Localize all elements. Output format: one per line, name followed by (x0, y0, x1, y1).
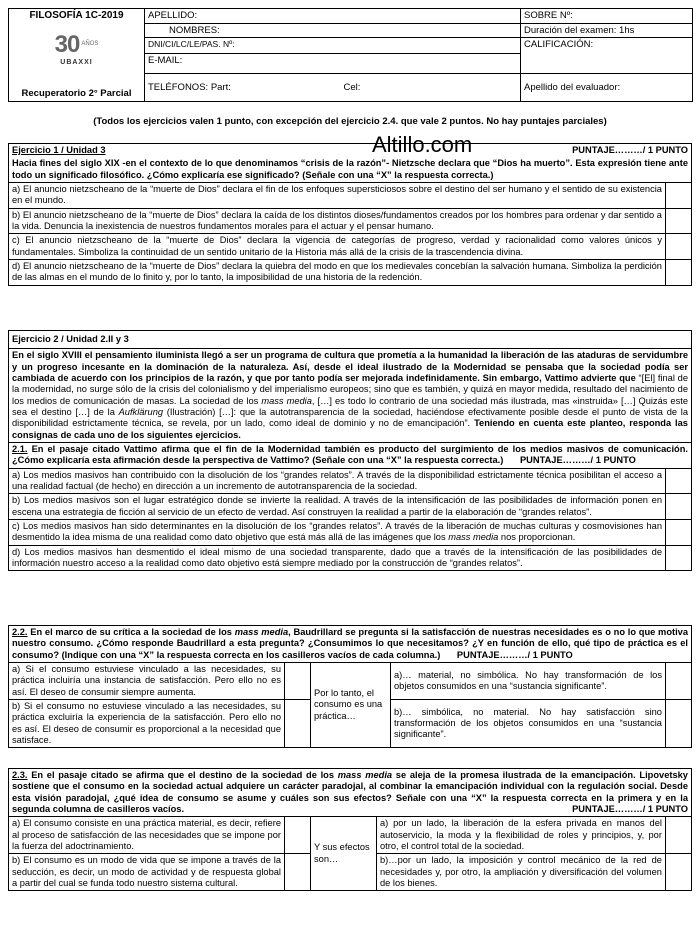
telefonos-label: TELÉFONOS: Part: (148, 81, 231, 93)
ex1-checkbox-b[interactable] (665, 208, 691, 234)
email-field[interactable]: E-MAIL: (145, 54, 521, 74)
q22-number: 2.2. (12, 627, 28, 637)
q21-option-c (9, 519, 666, 545)
ex1-question: Hacia fines del siglo XIX -en el contexto de lo que denominamos “crisis de la razón”- Nietzsche declara que “Dios ha muerto”. Esta expresión tiene ante todo un significado filosófico. ¿Cómo explicaría ese significado? (Señale con una “X” la respuesta correcta.) (9, 157, 692, 182)
logo-number: 30 (54, 31, 80, 59)
exercise-2 (8, 330, 692, 571)
cel-label: Cel: (343, 81, 361, 93)
header-left-cell (9, 9, 145, 102)
logo-name: UBAXXI (60, 59, 93, 67)
ex1-title-row (9, 144, 692, 158)
q22-left-checkbox-a[interactable] (285, 662, 311, 699)
ex2-intro-mass-media: mass media (261, 395, 312, 406)
q21-option-a: a) Los medios masivos han contribuido con la disolución de los “grandes relatos”. A través de la disponibilidad estrictamente técnica posibilitan el acceso a una realidad factual (de hecho) en dirección a un incremento de autotransparencia de la sociedad. (9, 468, 666, 494)
ex1-option-a: a) El anuncio nietzscheano de la “muerte de Dios” declara el fin de los enfoques supersticiosos sobre el destino del ser humano y el sentido de su existencia en el mundo. (9, 182, 666, 208)
logo-anios: AÑOS (81, 41, 99, 48)
exam-type: Recuperatorio 2° Parcial (21, 87, 132, 99)
ex2-intro-aufklarung: Aufklärung (118, 406, 164, 417)
q23-middle: Y sus efectos son… (311, 817, 377, 891)
ex2-intro-end: Teniendo en cuenta este planteo, responda las consignas de cada uno de los siguientes ejercicios. (12, 418, 688, 440)
apellido-field[interactable]: APELLIDO: (145, 9, 521, 24)
general-note: (Todos los ejercicios valen 1 punto, con excepción del ejercicio 2.4. que vale 2 puntos. No hay puntajes parciales) (93, 116, 607, 127)
calificacion-field[interactable]: CALIFICACIÓN: (521, 38, 693, 74)
q23-text-b: se aleja de la promesa ilustrada de la emancipación. Lipovetsky sostiene que el consumo en la sociedad actual adquiere un carácter paradojal, al combinar la emancipación individual con la regulación social. Desde esta visión paradojal, ¿qué idea de consumo se asume y cuáles son sus efectos? Señale con una “X” la respuesta correcta en la primera y en la segunda columna de casilleros vacíos. (12, 770, 688, 814)
ex1-option-c: c) El anuncio nietzscheano de la “muerte de Dios” declara la vigencia de categorías de progreso, verdad y racionalidad como valores únicos y fundamentales. Simboliza la continuidad de un sentido unitario de la Historia más allá de la crisis de la trascendencia divina. (9, 234, 666, 260)
q21-option-d: d) Los medios masivos han desmentido el ideal mismo de una sociedad transparente, dado que a través de la intensificación de las posibilidades de información nuestro acceso a la realidad como dato objetivo está siempre mediado por la construcción de “grandes relatos”. (9, 545, 666, 571)
q21-number: 2.1. (12, 443, 28, 454)
q22-mass-media: mass media (234, 627, 289, 637)
telefonos-field[interactable] (145, 74, 521, 102)
ex2-intro-quote2: , […] es todo lo contrario de una sociedad más ilustrada, mas «instruida» […] Quizás este sea el destino […] de la (12, 395, 688, 417)
ex1-checkbox-c[interactable] (665, 234, 691, 260)
q23-right-b: b)…por un lado, la imposición y control mecánico de la red de necesidades y, por otro, la ampliación y diversificación del volumen de los bienes. (377, 854, 666, 891)
nombres-field[interactable]: NOMBRES: (145, 23, 521, 38)
q23-left-checkbox-a[interactable] (285, 817, 311, 854)
ex1-title: Ejercicio 1 / Unidad 3 (12, 145, 106, 155)
q22-question (9, 626, 692, 663)
q21-option-c-end: nos proporcionan. (500, 532, 576, 543)
q22-left-checkbox-b[interactable] (285, 699, 311, 747)
q23-right-checkbox-b[interactable] (665, 854, 691, 891)
q22-score: PUNTAJE………/ 1 PUNTO (456, 649, 573, 660)
ex2-intro (9, 349, 692, 443)
q21-score: PUNTAJE………/ 1 PUNTO (519, 455, 636, 466)
q21-option-c-italic: mass media (448, 532, 499, 543)
q23-number: 2.3. (12, 770, 28, 780)
q22-text-a: En el marco de su crítica a la sociedad de los (30, 627, 232, 637)
q22-text-b: , Baudrillard se pregunta si la satisfacción de nuestras necesidades es o no lo que motiva nuestro consumo. ¿Cómo responde Baudrillard a esta pregunta? ¿Consumimos lo que necesitamos? ¿Y en función de ello, qué tipo de práctica es el consumo? (Indique con una “X” la respuesta correcta en los casilleros vacíos de cada columna.) (12, 627, 689, 660)
q22-right-checkbox-a[interactable] (665, 662, 691, 699)
ex2-intro-bold: En el siglo XVIII el pensamiento iluminista llegó a ser un programa de cultura que prometía a la humanidad la liberación de las ataduras de servidumbre y un progreso incesante en la dominación de la naturaleza. Así, desde el ideal ilustrado de la Modernidad se pensaba que la sociedad podía ser cambiada de acuerdo con los principios de la razón, y que por tanto podía ser mejorada indefinidamente. Sin embargo, Vattimo advierte que (12, 350, 688, 383)
ex1-option-d: d) El anuncio nietzscheano de la “muerte de Dios” declara la quiebra del modo en que los medievales concebían la salvación humana. Simboliza la perdición de las almas en el mundo de lo finito y, por lo tanto, la imposibilidad de una historia de la redención. (9, 259, 666, 285)
q22-right-b: b)… simbólica, no material. No hay satisfacción sino transformación de los objetos consumidos en una “sustancia significante”. (391, 699, 666, 747)
q23-score: PUNTAJE………/ 1 PUNTO (572, 803, 688, 814)
evaluador-field[interactable]: Apellido del evaluador: (521, 74, 693, 102)
q23-mass-media: mass media (337, 770, 393, 780)
q23-right-checkbox-a[interactable] (665, 817, 691, 854)
q21-checkbox-c[interactable] (666, 519, 692, 545)
q22-middle: Por lo tanto, el consumo es una práctica… (311, 662, 391, 747)
q21-question (9, 442, 692, 468)
q21-option-b: b) Los medios masivos son el lugar estratégico donde se invierte la realidad. A través de la intensificación de las posibilidades de información ponen en escena una estrategia de ficción al servicio de un efecto de verdad. Así construyen la realidad a partir de la elaboración de “grandes relatos”. (9, 494, 666, 520)
q22-right-checkbox-b[interactable] (665, 699, 691, 747)
duracion-label: Duración del examen: 1hs (521, 23, 693, 38)
q23-question (9, 769, 692, 817)
q23-left-checkbox-b[interactable] (285, 854, 311, 891)
q21-text: En el pasaje citado Vattimo afirma que el fin de la Modernidad también es producto del surgimiento de los medios masivos de comunicación. ¿Cómo explicaría esta afirmación desde la perspectiva de Vattimo? (Señale con una “X” la respuesta correcta.) (12, 443, 688, 466)
q23-left-a: a) El consumo consiste en una práctica material, es decir, refiere al proceso de satisfacción de las necesidades que se impone por la fuerza del adoctrinamiento. (9, 817, 285, 854)
question-2-2 (8, 625, 692, 748)
q21-checkbox-a[interactable] (666, 468, 692, 494)
q21-option-c-text: c) Los medios masivos han sido determinantes en la disolución de los “grandes relatos”. A través de la liberación de muchas culturas y cosmovisiones han desmentido la idea misma de una realidad como dato objetivo que está más allá de las imágenes que los (12, 520, 662, 543)
q21-checkbox-d[interactable] (666, 545, 692, 571)
dni-field[interactable]: DNI/CI/LC/LE/PAS. Nº: (145, 38, 521, 54)
q23-text-a: En el pasaje citado se afirma que el destino de la sociedad de los (31, 770, 335, 780)
question-2-3 (8, 768, 692, 891)
ex2-intro-quote: “[El] final de la modernidad, no surge sólo de la crisis del colonialismo y del imperialismo europeos; sino que es también, y quizá en mayor medida, resultado del nacimiento de los medios de comunicación de masas. La sociedad de los (12, 372, 688, 406)
ex1-option-b: b) El anuncio nietzscheano de la “muerte de Dios” declara la caída de los distintos dioses/fundamentos creados por los hombres para ordenar y dar sentido a la vida. Denuncia la inexistencia de nuestros fundamentos morales para el actuar y el pensar humano. (9, 208, 666, 234)
q23-left-b: b) El consumo es un modo de vida que se impone a través de la seducción, es decir, un modo de actividad y de respuesta global a partir del cual se funda todo nuestro sistema cultural. (9, 854, 285, 891)
q22-left-b: b) Si el consumo no estuviese vinculado a las necesidades, su práctica excluiría la experiencia de la satisfacción. Pero ello no es así. El deseo de consumir es proporcional a la necesidad que satisface. (9, 699, 285, 747)
ex1-checkbox-a[interactable] (665, 182, 691, 208)
q23-right-a: a) por un lado, la liberación de la esfera privada en manos del autoservicio, la moda y la flexibilidad de roles y principios, y, por otro, el control total de la sociedad. (377, 817, 666, 854)
q22-left-a: a) Si el consumo estuviese vinculado a las necesidades, su práctica incluiría una instancia de satisfacción. Pero ello no es así. El deseo de consumir siempre aumenta. (9, 662, 285, 699)
course-title: FILOSOFÍA 1C-2019 (29, 10, 124, 21)
sobre-field[interactable]: SOBRE Nº: (521, 9, 693, 24)
ex2-title: Ejercicio 2 / Unidad 2.II y 3 (9, 331, 692, 349)
ex1-checkbox-d[interactable] (665, 259, 691, 285)
ex1-score: PUNTAJE………/ 1 PUNTO (572, 145, 688, 155)
exercise-1 (8, 143, 692, 286)
watermark: Altillo.com (372, 132, 473, 157)
header-table (8, 8, 693, 102)
q21-checkbox-b[interactable] (666, 494, 692, 520)
q22-right-a: a)… material, no simbólica. No hay transformación de los objetos consumidos en una “sustancia significante”. (391, 662, 666, 699)
uba-logo (10, 30, 143, 59)
ex2-intro-quote3: (Ilustración) […]: que la autotransparencia de la sociedad, haciéndose efectivamente posible desde el punto de vista de la disponibilidad estrictamente técnica, se revela, por un lado, como ideal de dominio y no de emancipación”. (12, 406, 688, 429)
